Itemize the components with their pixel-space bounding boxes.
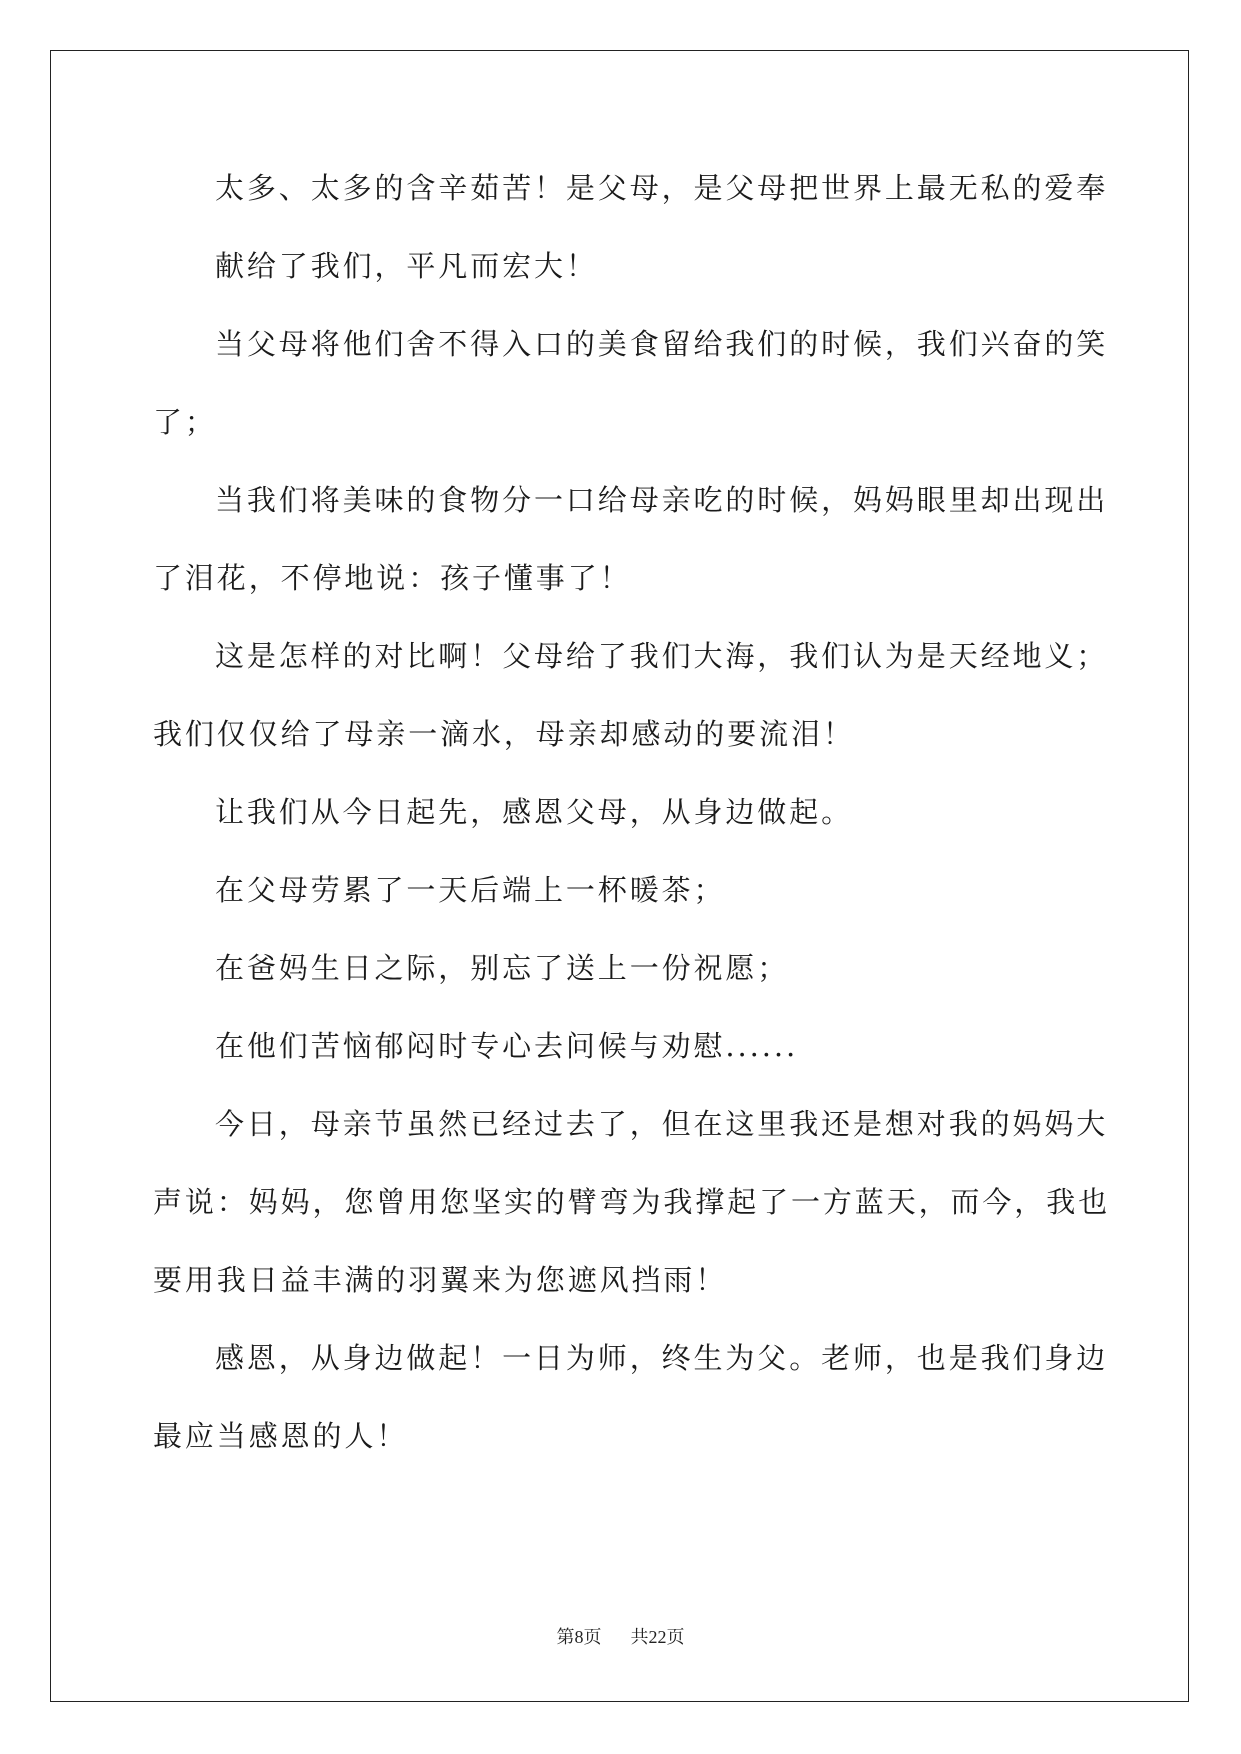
paragraph-line: 声说：妈妈，您曾用您坚实的臂弯为我撑起了一方蓝天，而今，我也 (153, 1185, 1111, 1219)
paragraph-line: 太多、太多的含辛茹苦！是父母，是父母把世界上最无私的爱奉 (215, 171, 1109, 205)
paragraph-line: 在父母劳累了一天后端上一杯暖茶； (215, 873, 726, 907)
paragraph-line: 了泪花，不停地说：孩子懂事了！ (153, 561, 632, 595)
paragraph-line: 最应当感恩的人！ (153, 1419, 409, 1453)
paragraph-line: 这是怎样的对比啊！父母给了我们大海，我们认为是天经地义； (215, 639, 1109, 673)
page-number-current: 第8页 (556, 1627, 602, 1647)
paragraph-line: 在爸妈生日之际，别忘了送上一份祝愿； (215, 951, 790, 985)
paragraph-line: 当我们将美味的食物分一口给母亲吃的时候，妈妈眼里却出现出 (215, 483, 1109, 517)
paragraph-line: 要用我日益丰满的羽翼来为您遮风挡雨！ (153, 1263, 728, 1297)
page-footer (0, 1623, 1241, 1649)
paragraph-line: 我们仅仅给了母亲一滴水，母亲却感动的要流泪！ (153, 717, 855, 751)
paragraph-line: 在他们苦恼郁闷时专心去问候与劝慰...... (215, 1029, 799, 1063)
page-number-total: 共22页 (630, 1627, 685, 1647)
paragraph-line: 献给了我们，平凡而宏大！ (215, 249, 598, 283)
paragraph-line: 了； (153, 405, 217, 439)
document-body (153, 168, 1111, 1494)
paragraph-line: 让我们从今日起先，感恩父母，从身边做起。 (215, 795, 854, 829)
paragraph-line: 今日，母亲节虽然已经过去了，但在这里我还是想对我的妈妈大 (215, 1107, 1109, 1141)
paragraph-line: 感恩，从身边做起！一日为师，终生为父。老师，也是我们身边 (215, 1341, 1109, 1375)
paragraph-line: 当父母将他们舍不得入口的美食留给我们的时候，我们兴奋的笑 (215, 327, 1109, 361)
